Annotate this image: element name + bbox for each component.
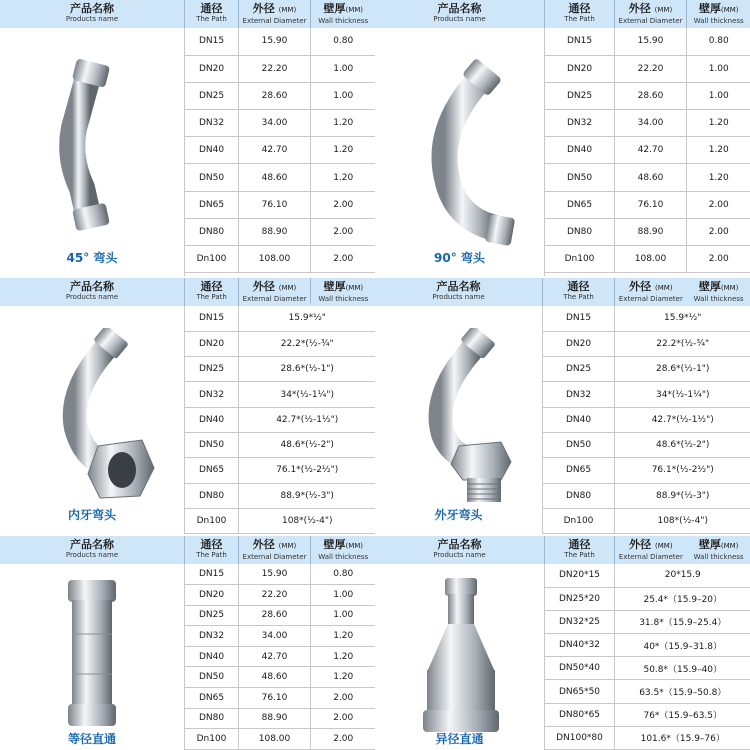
od-header: 外径 (MM) External Diameter [615,0,687,28]
table-row [185,218,376,245]
path-cell: DN20 [185,331,239,356]
table-row [185,626,376,647]
product-name-zh: 产品名称 [437,2,482,15]
elbow-90-fitting-icon [411,58,521,248]
product-name-zh: 产品名称 [70,2,114,15]
product-name-header [0,0,185,28]
od-cell: 48.60 [615,164,687,191]
table-row [543,508,750,533]
od-cell: 15.90 [239,28,311,55]
size-cell: 20*15.9 [615,564,750,587]
wall-cell: 1.00 [311,605,376,626]
table-row [185,667,376,688]
path-cell: DN50*40 [545,657,615,680]
path-cell: DN15 [543,306,615,331]
table-row [185,82,376,109]
path-header: 通径 The Path [545,0,615,28]
table-row [185,688,376,709]
wall-cell: 0.80 [687,28,750,55]
product-name-en: Products name [65,15,119,23]
wall-cell: 2.00 [311,688,376,709]
spec-table [184,536,375,750]
panel-equal-coupling [0,536,375,750]
wall-cell: 1.20 [311,667,376,688]
od-cell: 28.60 [239,82,311,109]
path-cell: DN50 [545,164,615,191]
size-cell: 48.6*(½-2") [239,432,376,457]
size-cell: 76.1*(½-2½") [239,458,376,483]
table-row [545,28,750,55]
path-cell: DN40 [185,646,239,667]
path-cell: DN25 [545,82,615,109]
path-cell: DN15 [185,28,239,55]
product-image-area [375,28,545,276]
product-name-zh: 产品名称 [436,280,481,293]
table-row [185,432,376,457]
table-row [185,246,376,273]
product-name-en: Products name [433,551,486,559]
product-name-header [0,278,185,306]
spec-header-row [545,0,750,28]
size-cell: 31.8*（15.9–25.4） [615,610,750,633]
path-cell: DN50 [185,164,239,191]
od-cell: 48.60 [239,667,311,688]
spec-header-row [185,278,376,306]
od-cell: 88.90 [239,708,311,729]
path-cell: DN65 [185,688,239,709]
wall-cell: 1.00 [687,82,750,109]
table-row [185,708,376,729]
od-cell: 76.10 [239,191,311,218]
path-cell: DN20 [543,331,615,356]
path-cell: Dn100 [185,729,239,750]
od-cell: 48.60 [239,164,311,191]
table-row [545,82,750,109]
od-cell: 28.60 [615,82,687,109]
path-cell: DN40 [185,407,239,432]
wall-cell: 1.20 [311,137,376,164]
table-row [185,110,376,137]
od-cell: 42.70 [239,137,311,164]
table-row [545,680,750,703]
path-cell: DN50 [185,667,239,688]
wall-cell: 2.00 [687,218,750,245]
wall-cell: 2.00 [687,191,750,218]
reducing-coupling-fitting-icon [419,576,503,736]
product-image-area [0,28,185,276]
path-header: 通径 The Path [543,278,615,306]
spec-table [184,0,375,273]
od-cell: 22.20 [615,55,687,82]
wall-cell: 1.20 [311,646,376,667]
path-cell: DN65 [185,458,239,483]
wall-header: 壁厚(MM) Wall thickness [311,0,376,28]
path-cell: DN50 [185,432,239,457]
table-row [545,137,750,164]
path-cell: DN20*15 [545,564,615,587]
path-cell: DN80 [185,218,239,245]
size-cell: 63.5*（15.9–50.8） [615,680,750,703]
wall-cell: 2.00 [311,218,376,245]
wall-cell: 2.00 [311,191,376,218]
table-row [545,55,750,82]
spec-header-row [545,536,750,564]
table-row [543,432,750,457]
od-cell: 15.90 [615,28,687,55]
wall-cell: 1.20 [311,110,376,137]
wall-cell: 1.20 [311,626,376,647]
product-caption: 45° 弯头 [66,251,118,265]
spec-header-row [543,278,750,306]
path-cell: DN80*65 [545,703,615,726]
table-row [545,657,750,680]
path-cell: DN20 [185,55,239,82]
path-cell: DN25 [185,357,239,382]
table-row [185,458,376,483]
table-row [545,703,750,726]
path-header: 通径 The Path [545,536,615,564]
path-cell: DN40 [545,137,615,164]
od-header: 外径 (MM) External Diameter 壁厚(MM) Wall thickness [239,278,376,306]
path-cell: DN65*50 [545,680,615,703]
size-cell: 28.6*(½-1") [239,357,376,382]
table-row [543,306,750,331]
equal-coupling-fitting-icon [64,578,120,728]
path-cell: DN32 [545,110,615,137]
spec-header-row [185,536,376,564]
table-row [545,587,750,610]
wall-cell: 1.20 [687,137,750,164]
path-cell: DN25 [185,82,239,109]
path-cell: DN40 [543,407,615,432]
table-row [185,191,376,218]
size-cell: 42.7*(½-1½") [239,407,376,432]
product-image-area [375,306,543,534]
table-row [545,564,750,587]
table-row [185,28,376,55]
od-cell: 22.20 [239,585,311,606]
size-cell: 108*(½-4") [615,508,750,533]
size-cell: 28.6*(½-1") [615,357,750,382]
table-row [185,55,376,82]
wall-header: 壁厚(MM) Wall thickness [311,536,376,564]
table-row [185,306,376,331]
path-cell: DN32 [543,382,615,407]
path-cell: DN25*20 [545,587,615,610]
table-row [543,407,750,432]
path-cell: DN65 [545,191,615,218]
od-cell: 76.10 [615,191,687,218]
product-name-en: Products name [65,551,119,559]
product-name-header [375,536,545,564]
product-caption: 90° 弯头 [434,251,485,265]
product-image-area [375,564,545,750]
product-name-zh: 产品名称 [70,538,114,551]
od-header: 外径 (MM) External Diameter [239,0,311,28]
size-cell: 25.4*（15.9–20） [615,587,750,610]
table-row [543,458,750,483]
wall-cell: 1.00 [687,55,750,82]
path-cell: DN15 [185,564,239,585]
path-cell: DN25 [185,605,239,626]
table-row [185,564,376,585]
table-row [185,585,376,606]
path-cell: DN65 [185,191,239,218]
wall-cell: 2.00 [311,729,376,750]
size-cell: 101.6*（15.9–76） [615,726,750,749]
size-cell: 48.6*(½-2") [615,432,750,457]
size-cell: 34*(½-1¼") [615,382,750,407]
size-cell: 76.1*(½-2½") [615,458,750,483]
table-row [185,646,376,667]
table-row [545,110,750,137]
male-thread-elbow-fitting-icon [415,328,525,508]
product-name-en: Products name [433,15,486,23]
od-cell: 108.00 [239,729,311,750]
size-cell: 50.8*（15.9–40） [615,657,750,680]
path-cell: DN40*32 [545,634,615,657]
panel-female-thread-elbow [0,278,375,534]
wall-cell: 0.80 [311,564,376,585]
spec-table [184,278,375,534]
size-cell: 40*（15.9–31.8） [615,634,750,657]
size-cell: 22.2*(½-¾" [239,331,376,356]
od-cell: 42.70 [239,646,311,667]
size-cell: 88.9*(½-3") [239,483,376,508]
od-header: 外径 (MM) External Diameter 壁厚(MM) Wall thickness [615,536,750,564]
table-row [545,726,750,749]
table-row [185,605,376,626]
path-cell: Dn100 [185,246,239,273]
path-cell: Dn100 [185,508,239,533]
table-row [185,331,376,356]
path-cell: DN80 [543,483,615,508]
table-row [545,164,750,191]
path-cell: DN65 [543,458,615,483]
path-cell: DN80 [185,483,239,508]
od-cell: 34.00 [239,626,311,647]
panel-male-thread-elbow [375,278,750,534]
path-cell: DN20 [545,55,615,82]
size-cell: 108*(½-4") [239,508,376,533]
table-row [185,407,376,432]
path-cell: DN15 [545,28,615,55]
spec-header-row [185,0,376,28]
product-caption: 异径直通 [435,732,484,746]
path-cell: DN32 [185,382,239,407]
path-header: 通径 The Path [185,0,239,28]
product-name-header [375,0,545,28]
od-cell: 28.60 [239,605,311,626]
path-cell: Dn100 [543,508,615,533]
size-cell: 34*(½-1¼") [239,382,376,407]
table-row [185,483,376,508]
product-name-header [375,278,543,306]
od-header: 外径 (MM) External Diameter 壁厚(MM) Wall thickness [615,278,750,306]
path-cell: DN100*80 [545,726,615,749]
table-row [185,382,376,407]
path-cell: DN15 [185,306,239,331]
od-cell: 88.90 [615,218,687,245]
od-header: 外径 (MM) External Diameter [239,536,311,564]
product-caption: 内牙弯头 [67,508,116,522]
wall-cell: 1.20 [687,110,750,137]
wall-cell: 1.20 [311,164,376,191]
wall-cell: 2.00 [687,246,750,273]
product-name-header [0,536,185,564]
product-caption: 等径直通 [67,732,116,746]
table-row [543,331,750,356]
wall-cell: 2.00 [311,708,376,729]
product-image-area [0,564,185,750]
panel-90-elbow [375,0,750,276]
wall-cell: 1.00 [311,82,376,109]
size-cell: 15.9*½" [239,306,376,331]
path-cell: DN80 [185,708,239,729]
product-caption: 外牙弯头 [434,508,483,522]
wall-cell: 1.00 [311,55,376,82]
od-cell: 22.20 [239,55,311,82]
path-cell: DN32*25 [545,610,615,633]
wall-cell: 2.00 [311,246,376,273]
table-row [543,382,750,407]
table-row [185,357,376,382]
size-cell: 22.2*(½-¾" [615,331,750,356]
od-cell: 108.00 [615,246,687,273]
product-name-zh: 产品名称 [437,538,482,551]
wall-cell: 1.20 [687,164,750,191]
table-row [185,137,376,164]
od-cell: 34.00 [615,110,687,137]
spec-table [544,0,750,273]
path-cell: Dn100 [545,246,615,273]
od-cell: 15.90 [239,564,311,585]
spec-table [544,536,750,750]
wall-header: 壁厚(MM) Wall thickness [687,0,750,28]
wall-cell: 1.00 [311,585,376,606]
path-header: 通径 The Path [185,536,239,564]
table-row [545,634,750,657]
table-row [545,246,750,273]
od-cell: 34.00 [239,110,311,137]
path-header: 通径 The Path [185,278,239,306]
panel-reducing-coupling [375,536,750,750]
table-row [543,357,750,382]
path-cell: DN32 [185,110,239,137]
size-cell: 76*（15.9–63.5） [615,703,750,726]
wall-cell: 0.80 [311,28,376,55]
product-name-zh: 产品名称 [70,280,114,293]
product-image-area [0,306,185,534]
product-name-en: Products name [65,293,119,301]
table-row [185,164,376,191]
path-cell: DN20 [185,585,239,606]
table-row [543,483,750,508]
female-thread-elbow-fitting-icon [50,328,160,508]
panel-45-elbow [0,0,375,276]
od-cell: 108.00 [239,246,311,273]
size-cell: 88.9*(½-3") [615,483,750,508]
od-cell: 42.70 [615,137,687,164]
path-cell: DN25 [543,357,615,382]
table-row [185,508,376,533]
size-cell: 15.9*½" [615,306,750,331]
od-cell: 76.10 [239,688,311,709]
path-cell: DN40 [185,137,239,164]
table-row [545,610,750,633]
table-row [185,729,376,750]
path-cell: DN80 [545,218,615,245]
spec-table [542,278,750,534]
elbow-45-fitting-icon [52,58,132,233]
od-cell: 88.90 [239,218,311,245]
path-cell: DN32 [185,626,239,647]
table-row [545,191,750,218]
size-cell: 42.7*(½-1½") [615,407,750,432]
product-name-en: Products name [432,293,485,301]
table-row [545,218,750,245]
path-cell: DN50 [543,432,615,457]
